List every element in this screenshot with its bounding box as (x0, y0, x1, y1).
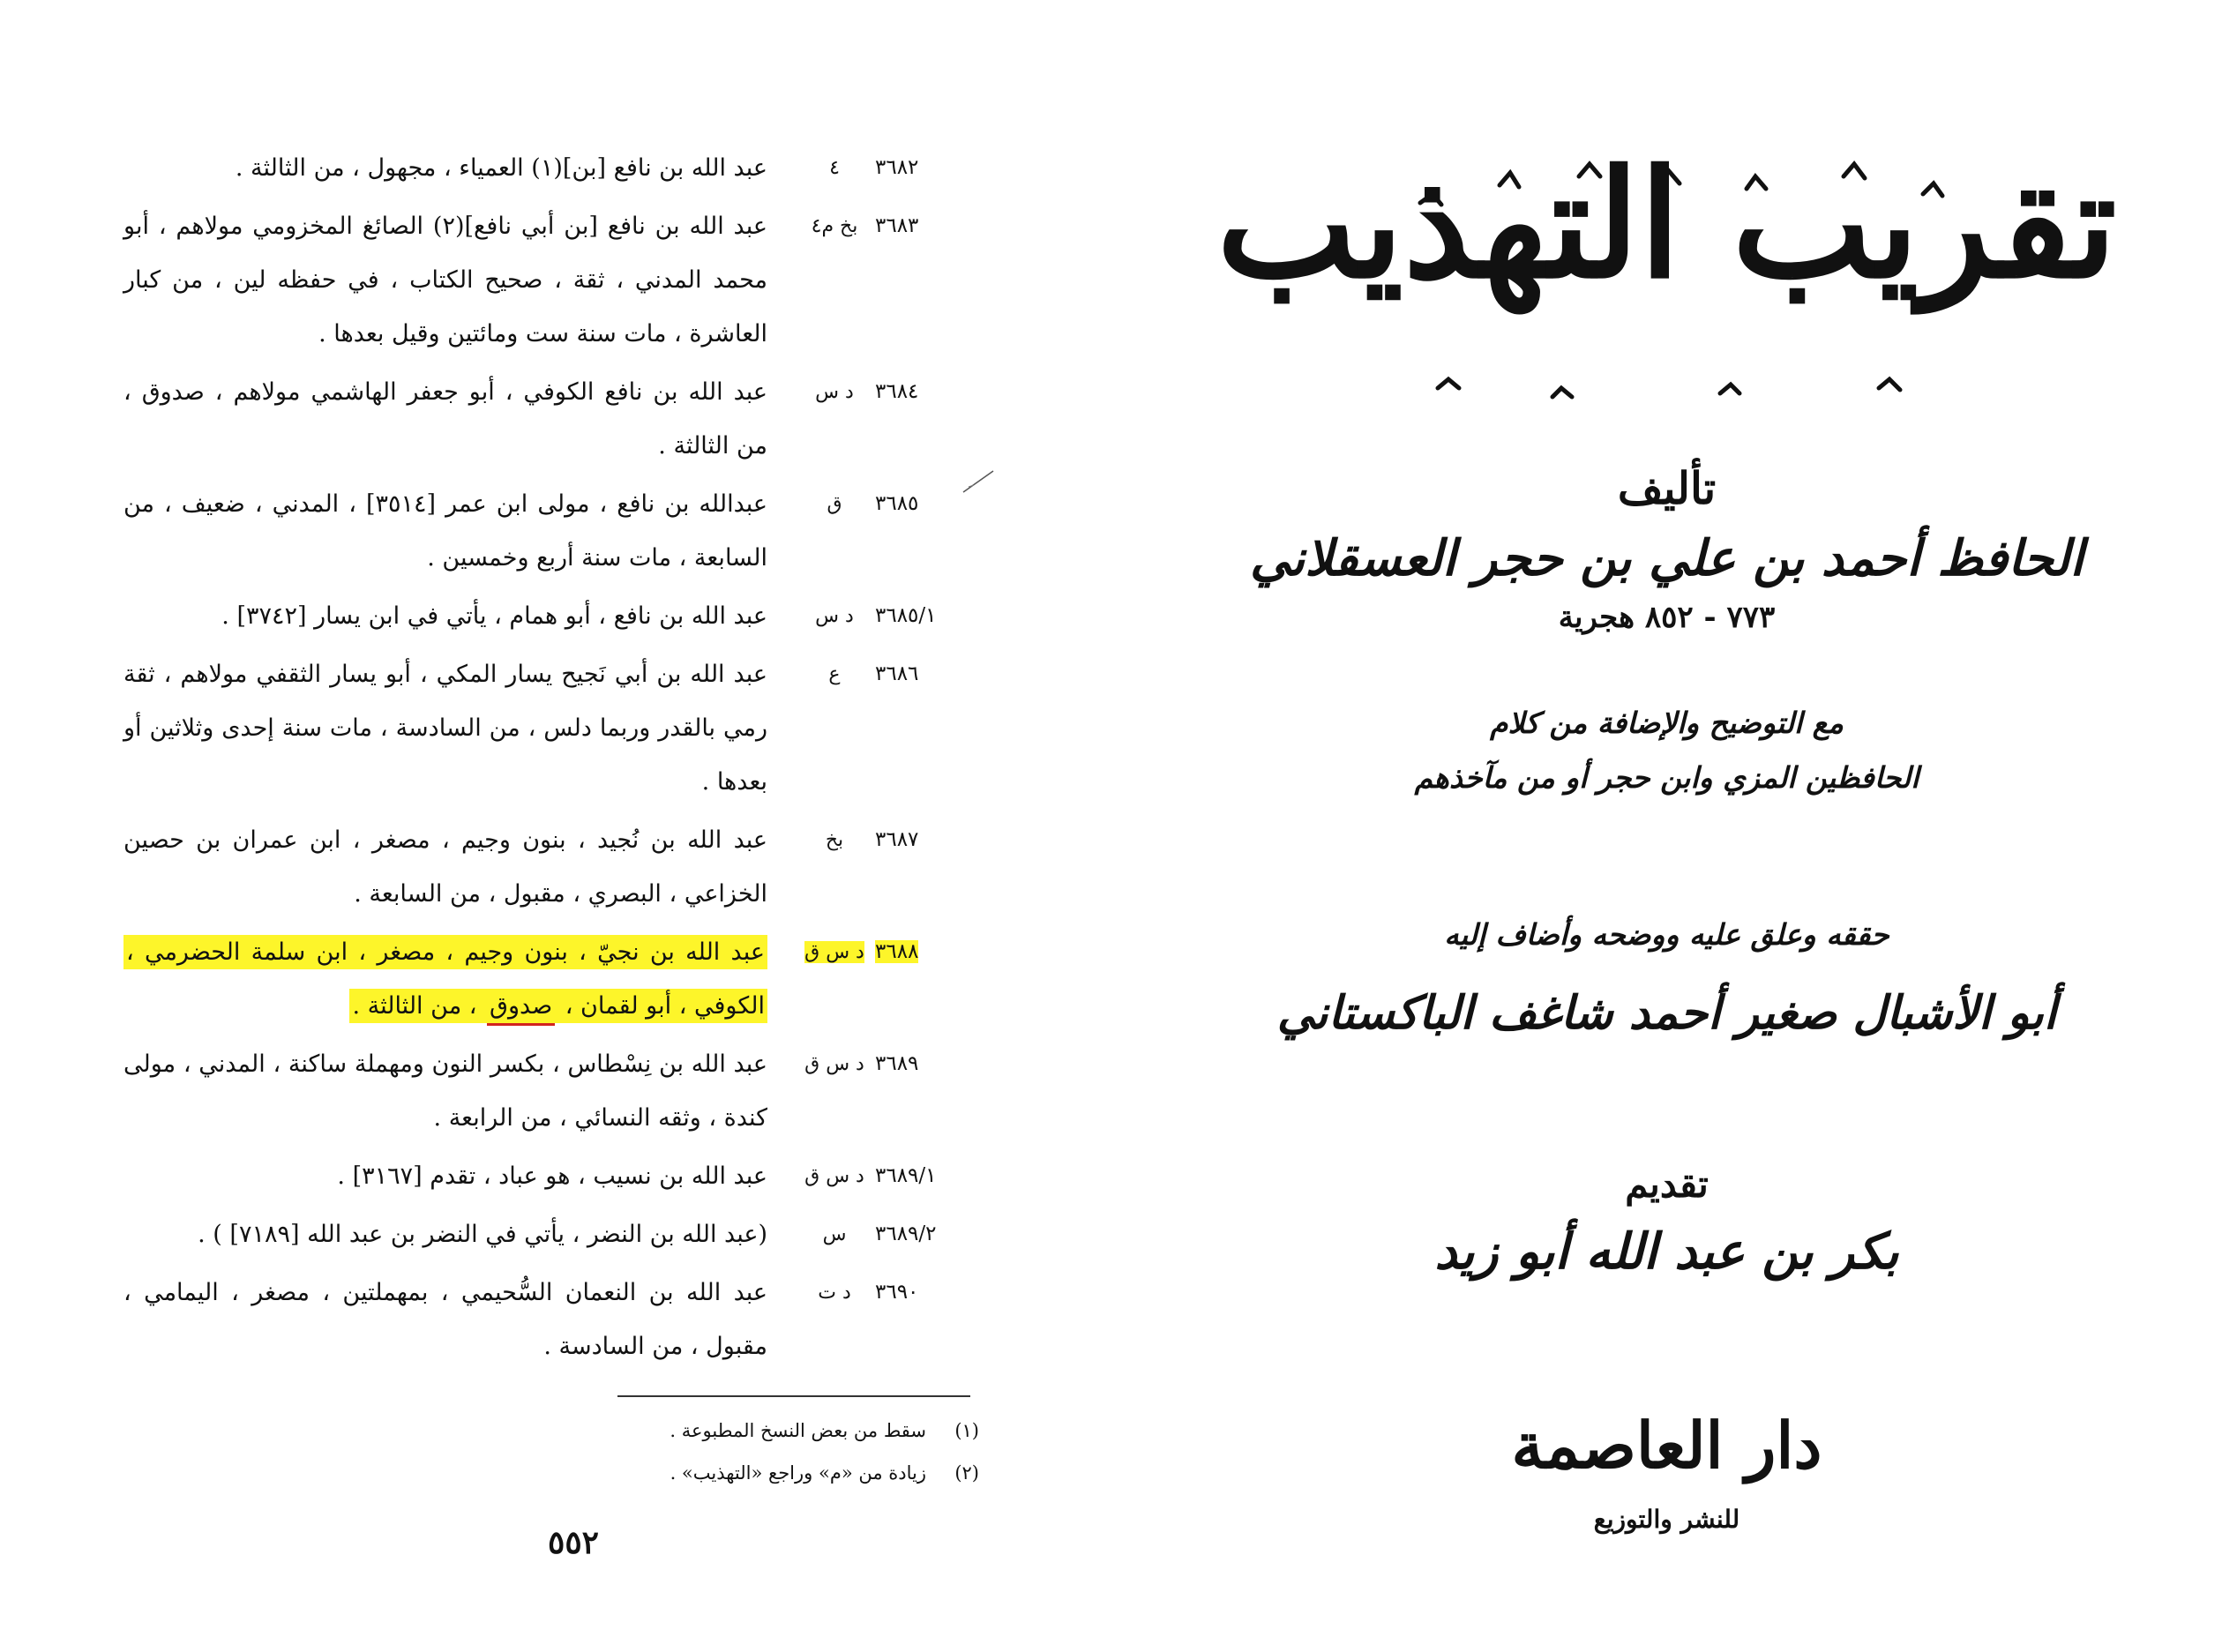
by-label: تأليف (1617, 462, 1717, 514)
entry-text: عبد الله بن نافع [بن](١) العمياء ، مجهول ، من الثالثة . (235, 154, 767, 182)
entry-3686 (123, 647, 970, 809)
editor-name: أبو الأشبال صغير أحمد شاغف الباكستاني (1276, 986, 2057, 1040)
entry-number: ٣٦٩٠ (875, 1281, 919, 1304)
entry-text: (عبد الله بن النضر ، يأتي في النضر بن عبد الله [٧١٨٩] ) . (198, 1221, 767, 1248)
entry-text: عبد الله بن نِسْطاس ، بكسر النون ومهملة ساكنة ، المدني ، مولى كندة ، وثقه النسائي ، من الرابعة . (123, 1050, 767, 1132)
entry-codes (803, 925, 866, 979)
entry-codes: د ت (818, 1282, 851, 1304)
edited-by-label: حققه وعلق عليه ووضحه وأضاف إليه (1444, 917, 1889, 952)
entry-text: عبد الله بن نسيب ، هو عباد ، تقدم [٣١٦٧] . (337, 1162, 767, 1190)
entry-codes: بخ (825, 829, 844, 851)
entry-text: عبدالله بن نافع ، مولى ابن عمر [٣٥١٤] ، المدني ، ضعيف ، من السابعة ، مات سنة أربع وخمسين . (123, 490, 768, 572)
entry-codes: ع (828, 663, 841, 685)
entry-number (866, 925, 970, 979)
footnote-number: (١) (954, 1420, 979, 1441)
publisher-logo: دار العاصمة (1511, 1408, 1822, 1483)
author-dates: ٧٧٣ - ٨٥٢ هجرية (1558, 600, 1776, 635)
entry-codes: س (822, 1223, 847, 1245)
entry-number: ٣٦٨٤ (875, 380, 919, 403)
book-title: تقريب التهذيب (1216, 137, 2117, 311)
entry-3684 (123, 365, 970, 473)
subtitle-line-1: مع التوضيح والإضافة من كلام (1490, 706, 1844, 740)
highlighted-codes: د س ق (804, 941, 864, 963)
entry-number: ٣٦٨٥ (875, 492, 919, 515)
footnote-divider (617, 1395, 970, 1397)
entry-number: ٣٦٨٩/٢ (875, 1222, 937, 1245)
entry-codes: د س ق (804, 1053, 864, 1075)
entry-codes: ق (827, 493, 842, 515)
entry-3689-1 (123, 1149, 970, 1203)
entry-text (123, 925, 803, 1033)
highlighted-text-end: ، من الثالثة . (349, 989, 487, 1023)
footnotes (565, 1409, 979, 1494)
entry-number: ٣٦٨٦ (875, 662, 919, 685)
entry-codes: د س ق (804, 1165, 864, 1187)
entry-number: ٣٦٨٩ (875, 1052, 919, 1075)
entry-codes: بخ م٤ (811, 215, 858, 237)
footnote (565, 1452, 979, 1494)
entry-text: عبد الله بن نافع [بن أبي نافع](٢) الصائغ المخزومي مولاهم ، أبو محمد المدني ، ثقة ، صحيح الكتاب ، في حفظه لين ، من كبار العاشرة ، مات سنة ست ومائتين وقيل بعدها . (123, 213, 767, 348)
entry-number: ٣٦٨٢ (875, 156, 919, 179)
entry-codes: د س (815, 381, 854, 403)
author-name: الحافظ أحمد بن علي بن حجر العسقلاني (1250, 529, 2084, 587)
entry-3682 (123, 141, 970, 195)
subtitle-line-2: الحافظين المزي وابن حجر أو من مآخذهم (1414, 760, 1919, 795)
pen-mark-icon (961, 467, 997, 494)
footnote-text: زيادة من «م» وراجع «التهذيب» . (670, 1462, 926, 1484)
entry-number: ٣٦٨٥/١ (875, 604, 937, 627)
entry-3689-2 (123, 1207, 970, 1261)
introduction-label: تقديم (1625, 1162, 1709, 1206)
underlined-grade: صدوق (487, 989, 555, 1026)
entry-codes: ٤ (829, 157, 840, 179)
entry-number: ٣٦٨٩/١ (875, 1164, 937, 1187)
entry-3685 (123, 477, 970, 585)
entry-3687 (123, 813, 970, 921)
footnote (565, 1409, 979, 1452)
entry-3689 (123, 1037, 970, 1145)
entry-codes: د س (815, 605, 854, 627)
entry-list (123, 141, 970, 1378)
footnote-number: (٢) (954, 1462, 979, 1484)
entry-3688-highlighted (123, 925, 970, 1033)
entry-text: عبد الله بن النعمان السُّحيمي ، بمهملتين ، مصغر ، اليمامي ، مقبول ، من السادسة . (123, 1279, 767, 1360)
entry-text: عبد الله بن نافع الكوفي ، أبو جعفر الهاشمي مولاهم ، صدوق ، من الثالثة . (123, 378, 767, 460)
title-page (1111, 0, 2222, 1652)
entry-3690 (123, 1266, 970, 1373)
page-number: ٥٥٢ (547, 1524, 599, 1561)
highlighted-number: ٣٦٨٨ (875, 940, 919, 963)
entry-number: ٣٦٨٧ (875, 828, 919, 851)
title-block (1111, 137, 2222, 415)
footnote-text: سقط من بعض النسخ المطبوعة . (670, 1420, 926, 1441)
entry-text: عبد الله بن نافع ، أبو همام ، يأتي في ابن يسار [٣٧٤٢] . (221, 602, 767, 630)
entry-text: عبد الله بن أبي نَجيح يسار المكي ، أبو يسار الثقفي مولاهم ، ثقة رمي بالقدر وربما دلس ، من السادسة ، مات سنة إحدى وثلاثين أو بعدها . (123, 661, 767, 796)
highlighted-text-start: عبد الله بن نجيّ ، بنون وجيم ، مصغر ، ابن سلمة الحضرمي ، الكوفي ، أبو لقمان ، (123, 935, 767, 1023)
entry-text: عبد الله بن نُجيد ، بنون وجيم ، مصغر ، ابن عمران بن حصين الخزاعي ، البصري ، مقبول ، من السابعة . (123, 826, 767, 908)
introduction-author: بكر بن عبد الله أبو زيد (1434, 1222, 1899, 1281)
entry-number: ٣٦٨٣ (875, 214, 919, 237)
publisher-subtitle: للنشر والتوزيع (1593, 1505, 1740, 1534)
entry-3685-1 (123, 589, 970, 643)
entry-3683 (123, 199, 970, 361)
